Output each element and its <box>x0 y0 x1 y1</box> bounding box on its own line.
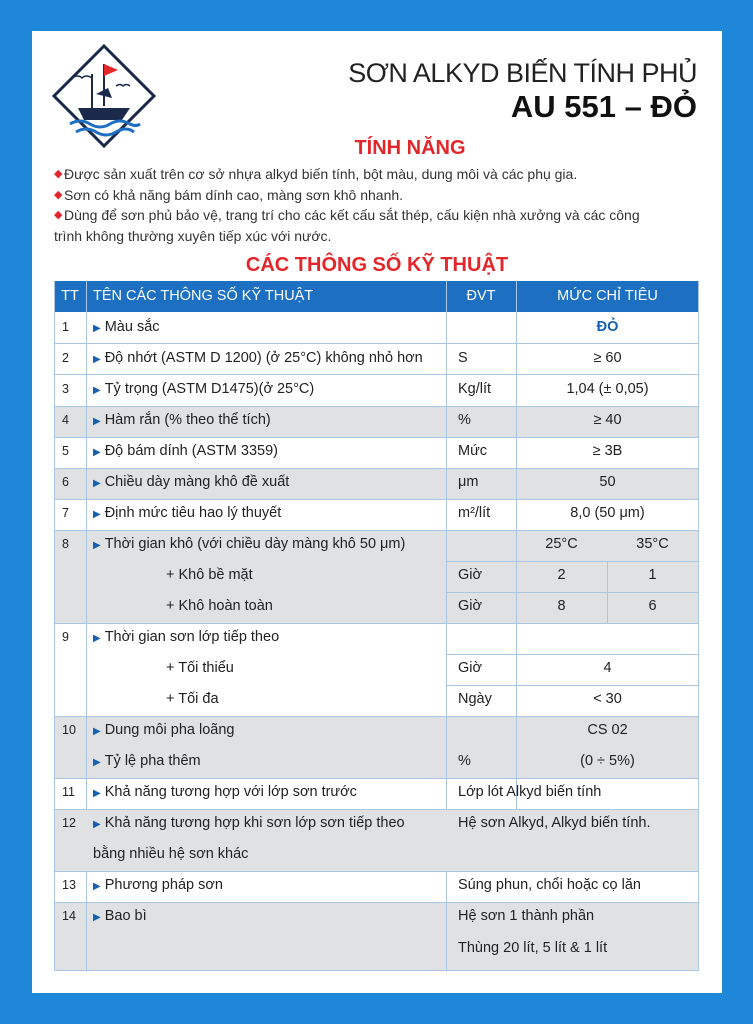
row-value: Hệ sơn Alkyd, Alkyd biến tính. <box>458 815 651 831</box>
sub-row-value: < 30 <box>593 691 622 707</box>
row-name: ▶ Hàm rắn (% theo thể tích) <box>93 412 271 428</box>
row-value: ≥ 40 <box>593 412 622 428</box>
row-unit: S <box>458 350 468 366</box>
specs-table <box>54 281 699 971</box>
sub-row-unit: Giờ <box>458 660 483 676</box>
features-heading: TÍNH NĂNG <box>354 137 466 159</box>
row-value: CS 02 <box>587 722 628 738</box>
row-unit: % <box>458 412 471 428</box>
row-value: 50 <box>599 474 616 490</box>
feature-item: ◆ Dùng để sơn phủ bảo vệ, trang trí cho các kết cấu sắt thép, cấu kiện nhà xưởng và các công <box>54 205 709 226</box>
row-value: ĐỎ <box>596 319 619 335</box>
row-unit: Mức <box>458 443 488 459</box>
row-name: ▶ Dung môi pha loãng <box>93 722 235 738</box>
row-value: 1,04 (± 0,05) <box>566 381 649 397</box>
row-number: 11 <box>62 785 75 799</box>
row-unit: m²/lít <box>458 505 491 521</box>
row-number: 13 <box>62 878 76 892</box>
row-value: ≥ 60 <box>593 350 622 366</box>
sub-row-name: + Khô hoàn toàn <box>166 598 273 614</box>
row-name: ▶ Thời gian khô (với chiều dày màng khô 50 μm) <box>93 536 406 552</box>
row-name: ▶ Phương pháp sơn <box>93 877 223 893</box>
row-name: ▶ Tỷ lệ pha thêm <box>93 753 201 769</box>
row-number: 3 <box>62 382 69 396</box>
row-value: Lớp lót Alkyd biến tính <box>458 784 602 800</box>
temp-35: 35°C <box>636 536 669 552</box>
row-number: 14 <box>62 909 76 923</box>
row-number: 1 <box>62 320 69 334</box>
sub-row-value: 4 <box>603 660 612 676</box>
row-name-continuation: bằng nhiều hệ sơn khác <box>93 846 249 862</box>
features-list <box>54 164 709 246</box>
diamond-bullet-icon: ◆ <box>54 168 63 180</box>
product-sheet <box>32 31 722 993</box>
sub-row-value: 1 <box>648 567 657 583</box>
row-value: Hệ sơn 1 thành phần <box>458 908 595 924</box>
sub-row-name: + Tối đa <box>166 691 219 707</box>
product-title-line2: AU 551 – ĐỎ <box>510 89 697 124</box>
diamond-bullet-icon: ◆ <box>54 188 63 201</box>
sub-row-value: 8 <box>557 598 566 614</box>
feature-item: ◆ Sơn có khả năng bám dính cao, màng sơn khô nhanh. <box>54 185 709 206</box>
row-unit: Kg/lít <box>458 381 492 397</box>
row-name: ▶ Độ nhớt (ASTM D 1200) (ở 25°C) không nhỏ hơn <box>93 350 423 366</box>
sub-row-name: + Khô bề mặt <box>166 567 253 583</box>
row-unit: μm <box>458 474 479 490</box>
row-value: Súng phun, chổi hoặc cọ lăn <box>458 877 641 893</box>
row-name: ▶ Định mức tiêu hao lý thuyết <box>93 505 282 521</box>
row-number: 4 <box>62 413 69 427</box>
col-header-name: TÊN CÁC THÔNG SỐ KỸ THUẬT <box>93 288 314 304</box>
row-value: 8,0 (50 μm) <box>570 505 645 521</box>
row-number: 6 <box>62 475 69 489</box>
diamond-bullet-icon: ◆ <box>54 209 63 221</box>
row-value: Thùng 20 lít, 5 lít & 1 lít <box>458 940 608 956</box>
row-number: 5 <box>62 444 69 458</box>
sub-row-value: 6 <box>648 598 657 614</box>
row-name: ▶ Khả năng tương hợp khi sơn lớp sơn tiếp theo <box>93 815 405 831</box>
sub-row-unit: Ngày <box>458 691 492 707</box>
row-name: ▶ Độ bám dính (ASTM 3359) <box>93 443 278 459</box>
col-header-tt: TT <box>61 288 79 304</box>
row-number: 12 <box>62 816 76 830</box>
temp-25: 25°C <box>545 536 578 552</box>
specs-heading: CÁC THÔNG SỐ KỸ THUẬT <box>245 254 509 276</box>
row-number: 9 <box>62 630 69 644</box>
row-name: ▶ Thời gian sơn lớp tiếp theo <box>93 629 280 645</box>
feature-item-continuation: trình không thường xuyên tiếp xúc với nước. <box>54 227 332 244</box>
sub-row-value: 2 <box>557 567 566 583</box>
row-shade <box>54 903 699 971</box>
row-name: ▶ Bao bì <box>93 908 147 924</box>
row-name: ▶ Khả năng tương hợp với lớp sơn trước <box>93 784 357 800</box>
col-header-unit: ĐVT <box>466 288 496 304</box>
sub-row-name: + Tối thiểu <box>166 660 234 676</box>
sub-row-unit: Giờ <box>458 567 483 583</box>
col-header-value: MỨC CHỈ TIÊU <box>557 288 658 304</box>
product-title-line1: SƠN ALKYD BIẾN TÍNH PHỦ <box>348 58 697 88</box>
feature-item: ◆ Được sản xuất trên cơ sở nhựa alkyd biến tính, bột màu, dung môi và các phụ gia. <box>54 164 709 185</box>
row-number: 2 <box>62 351 69 365</box>
row-value: (0 ÷ 5%) <box>580 753 635 769</box>
row-name: ▶ Tỷ trọng (ASTM D1475)(ở 25°C) <box>93 381 315 397</box>
sub-row-unit: Giờ <box>458 598 483 614</box>
row-number: 10 <box>62 723 76 737</box>
row-name: ▶ Màu sắc <box>93 319 160 335</box>
row-unit: % <box>458 753 471 769</box>
row-number: 7 <box>62 506 69 520</box>
row-number: 8 <box>62 537 69 551</box>
seagull-ship-logo <box>52 44 156 148</box>
row-value: ≥ 3B <box>592 443 623 459</box>
row-name: ▶ Chiều dày màng khô đề xuất <box>93 474 290 490</box>
